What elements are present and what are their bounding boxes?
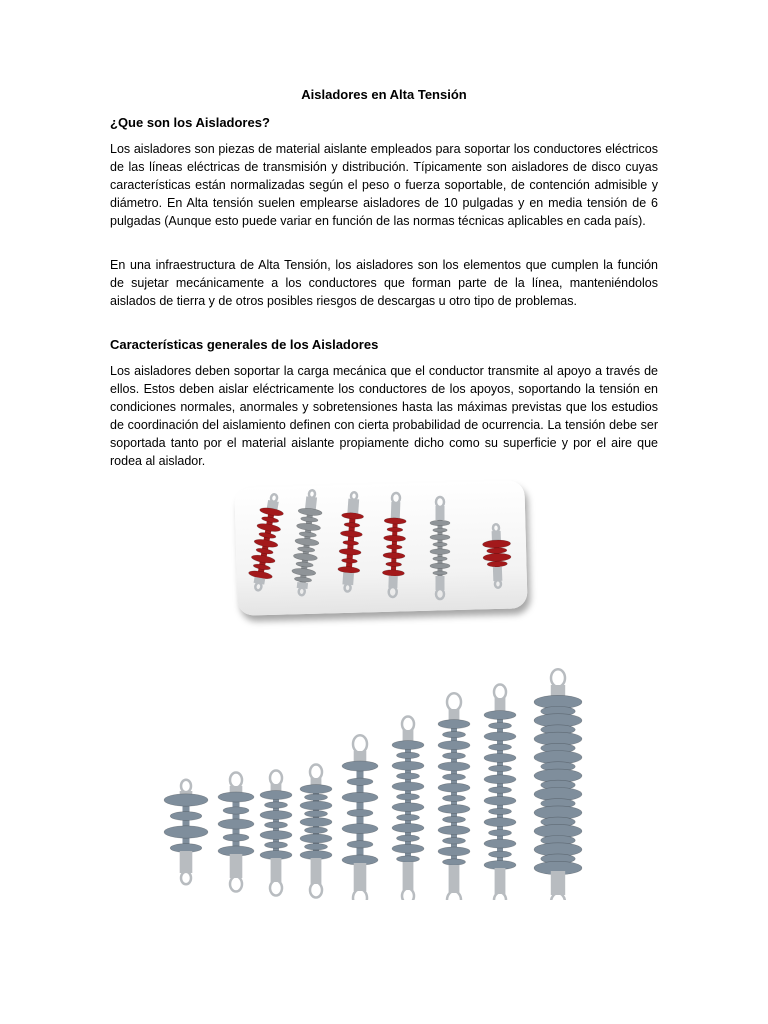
page-title: Aisladores en Alta Tensión — [301, 87, 467, 102]
insulator-icon — [218, 773, 254, 892]
insulator-icon — [289, 489, 324, 596]
paragraph-caracteristicas: Los aisladores deben soportar la carga mecánica que el conductor transmite al apoyo a través de ellos. Estos deben aislar eléctricamente los conductores de los apoyos, soportando la tensión en condiciones normales, anormales y sobretensiones hasta las máximas previstas que los estudios de coordinación del aislamiento definen con cierta probabilidad de ocurrencia. La tensión debe ser soportada tanto por el material aislante propiamente dicho como su superficie y por el aire que rodea al aislador. — [110, 364, 658, 468]
insulator-icon — [484, 685, 516, 901]
insulator-icon — [392, 717, 424, 901]
insulator-icon — [260, 771, 292, 896]
section-heading-que-son: ¿Que son los Aisladores? — [110, 115, 270, 130]
paragraph-definicion: Los aisladores son piezas de material aislante empleados para soportar los conductores eléctricos de las líneas eléctricas de transmisión y distribución. Típicamente son aisladores de disco cuyas características están normalizadas según el peso o fuerza soportable, de contención admisible y diámetro. En Alta tensión suelen emplearse aisladores de 10 pulgadas y en media tensión de 6 pulgadas (Aunque esto puede variar en función de las normas técnicas aplicables en cada país). — [110, 142, 658, 228]
insulator-catalog-icon — [236, 484, 532, 620]
insulator-icon — [438, 693, 470, 900]
insulator-icon — [342, 735, 378, 900]
insulator-icon — [336, 491, 365, 592]
insulator-icon — [300, 765, 332, 898]
insulator-icon — [430, 497, 450, 599]
insulator-icon — [164, 780, 208, 885]
paragraph-funcion: En una infraestructura de Alta Tensión, los aisladores son los elementos que cumplen la función de sujetar mecánicamente a los conductores que forman parte de la línea, manteniéndolos aislados de tierra y de otros posibles riesgos de descargas u otro tipo de problemas. — [110, 258, 658, 308]
polymer-insulators-icon — [150, 668, 600, 900]
section-heading-caracteristicas: Características generales de los Aisladores — [110, 337, 379, 352]
polymer-insulators-row-photo — [150, 668, 600, 900]
insulator-catalog-photo — [236, 484, 532, 620]
insulator-icon — [534, 669, 582, 900]
insulator-icon — [482, 524, 512, 588]
insulator-icon — [246, 492, 287, 592]
insulator-icon — [382, 493, 408, 598]
